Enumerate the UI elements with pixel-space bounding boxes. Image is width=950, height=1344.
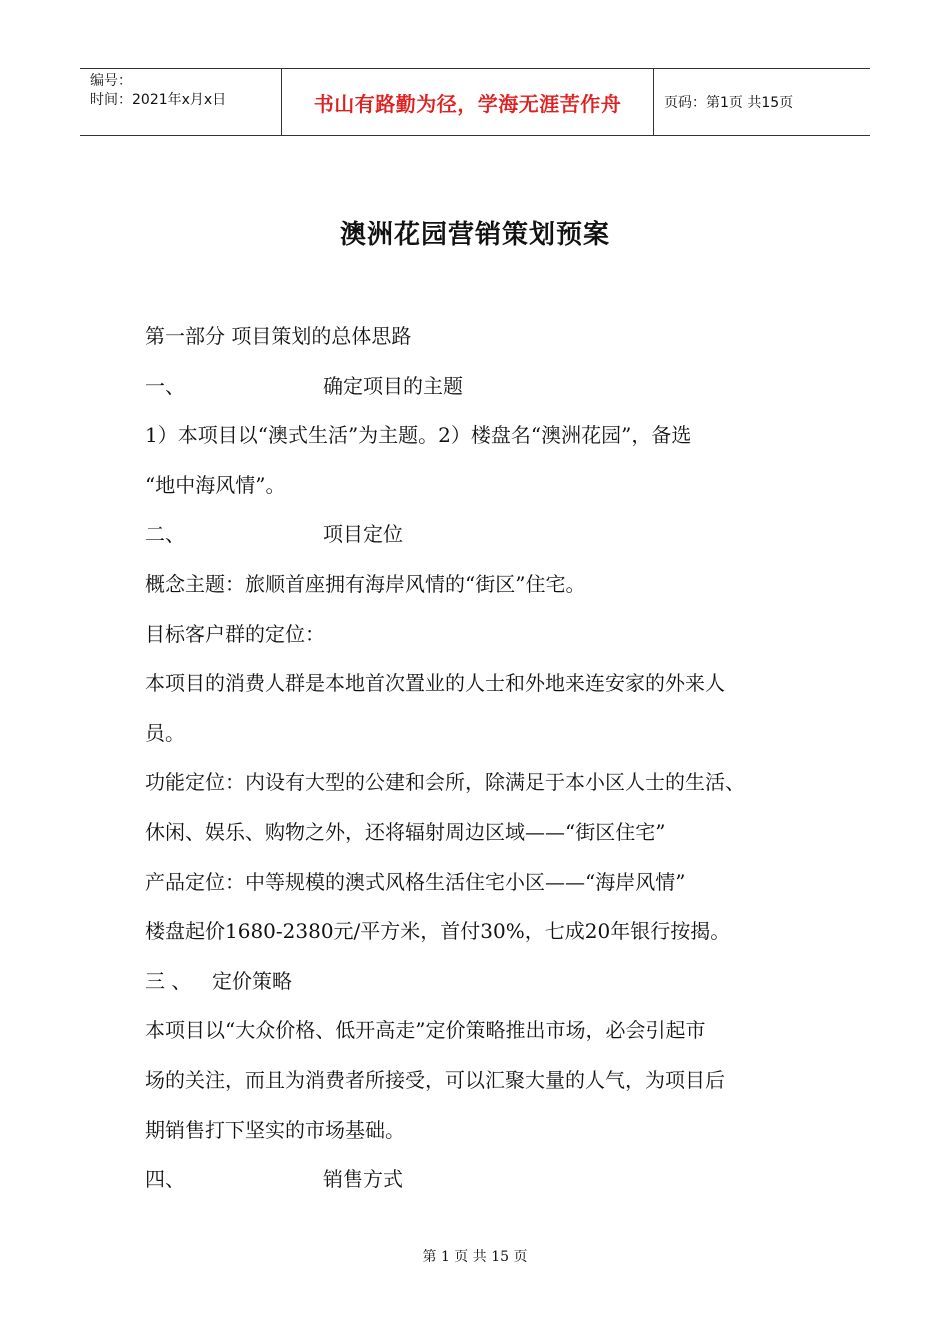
- section-heading-4: [145, 1155, 825, 1205]
- section-number: 一、: [145, 373, 185, 398]
- header-time-label: 时间：2021年x月x日: [90, 92, 227, 108]
- header-motto-cell: [282, 69, 654, 135]
- document-body: [145, 312, 825, 1205]
- header-page-cell: [654, 69, 870, 135]
- section-number: 三 、: [145, 968, 192, 993]
- page-footer: 第 1 页 共 15 页: [422, 1249, 528, 1265]
- paragraph-line: 目标客户群的定位：: [145, 621, 325, 646]
- section-number: 二、: [145, 522, 185, 547]
- header-motto: 书山有路勤为径，学海无涯苦作舟: [313, 91, 622, 116]
- paragraph-line: 楼盘起价1680-2380元/平方米，首付30%，七成20年银行按揭。: [145, 919, 731, 944]
- section-heading-1: [145, 362, 825, 412]
- paragraph-line: 休闲、娱乐、购物之外，还将辐射周边区域——“街区住宅”: [145, 819, 666, 844]
- paragraph-line: 员。: [145, 720, 185, 745]
- paragraph-line: 期销售打下坚实的市场基础。: [145, 1117, 405, 1142]
- part-heading: 第一部分 项目策划的总体思路: [145, 324, 412, 348]
- section-heading-3: [145, 957, 825, 1007]
- paragraph-line: 场的关注，而且为消费者所接受，可以汇聚大量的人气，为项目后: [145, 1067, 725, 1092]
- paragraph-line: 本项目以“大众价格、低开高走”定价策略推出市场，必会引起市: [145, 1018, 706, 1043]
- paragraph-line: 产品定位：中等规模的澳式风格生活住宅小区——“海岸风情”: [145, 869, 686, 894]
- paragraph-line: 概念主题：旅顺首座拥有海岸风情的“街区”住宅。: [145, 571, 586, 596]
- header-meta: [80, 69, 282, 135]
- header-page-info: 页码：第1页 共15页: [664, 95, 794, 111]
- header-number-label: 编号：: [90, 73, 132, 89]
- paragraph-line: 1）本项目以“澳式生活”为主题。2）楼盘名“澳洲花园”，备选: [145, 423, 692, 448]
- section-heading-2: [145, 510, 825, 560]
- section-title: 确定项目的主题: [323, 373, 463, 398]
- section-title: 定价策略: [212, 968, 292, 993]
- document-title: 澳洲花园营销策划预案: [339, 220, 610, 250]
- paragraph-line: 功能定位：内设有大型的公建和会所，除满足于本小区人士的生活、: [145, 770, 745, 795]
- document-header: [80, 68, 870, 136]
- paragraph-line: 本项目的消费人群是本地首次置业的人士和外地来连安家的外来人: [145, 671, 725, 696]
- section-title: 项目定位: [323, 522, 403, 547]
- section-number: 四、: [145, 1167, 185, 1192]
- paragraph-line: “地中海风情”。: [145, 472, 286, 497]
- section-title: 销售方式: [323, 1167, 403, 1192]
